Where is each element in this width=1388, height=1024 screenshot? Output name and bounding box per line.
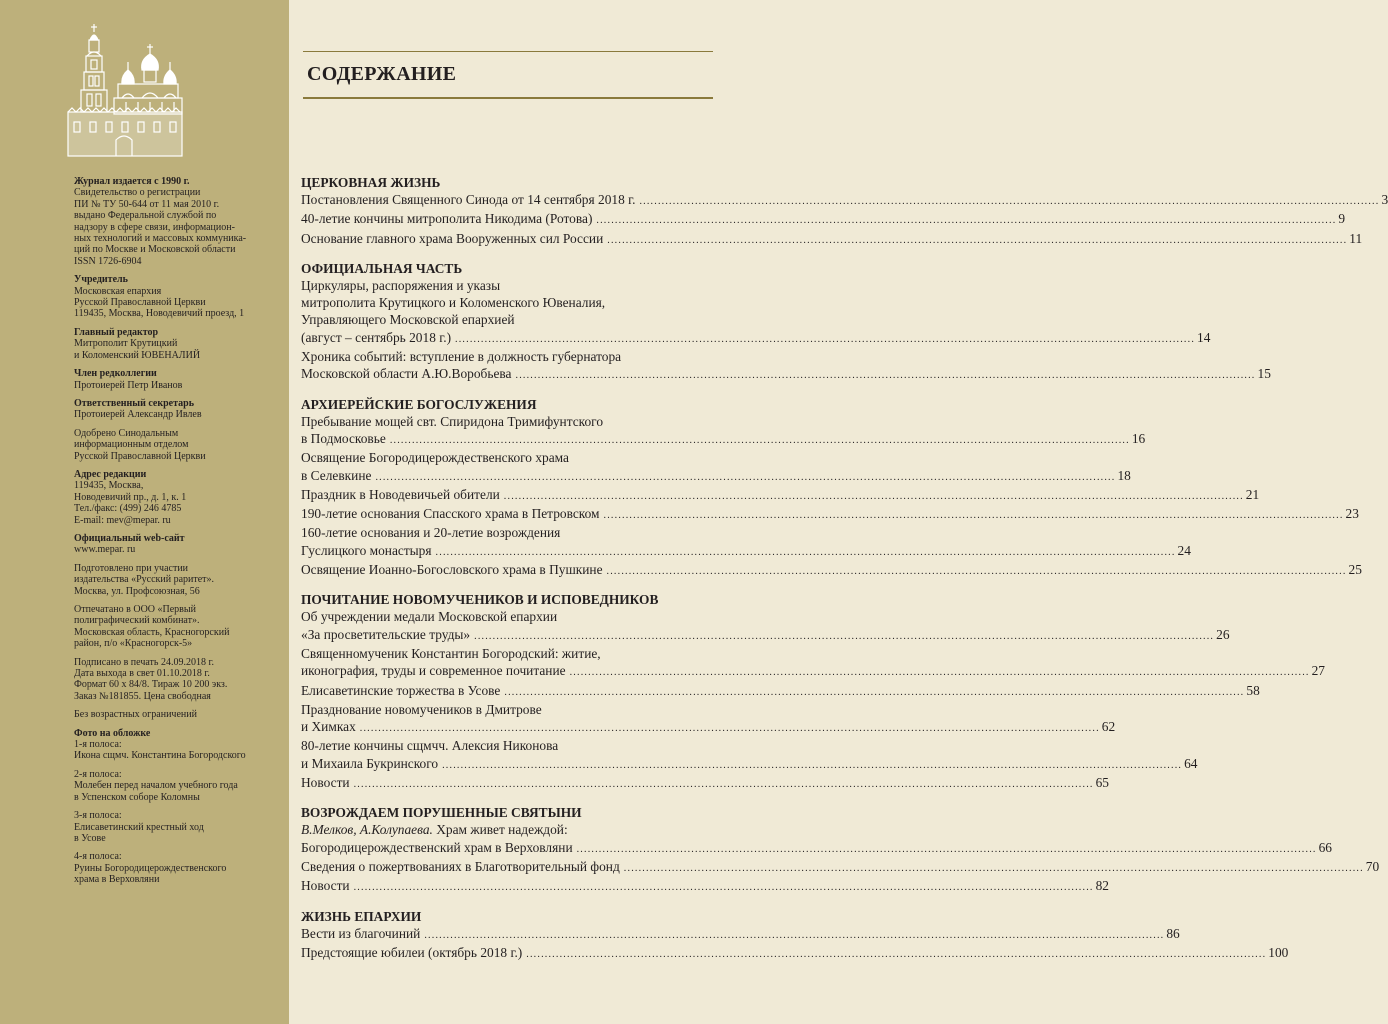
- entry-last-line: [301, 839, 1332, 858]
- entry-last-line: [301, 925, 1180, 944]
- toc-section: [301, 396, 1362, 581]
- toc-entry[interactable]: [301, 944, 1289, 963]
- toc-entry[interactable]: [301, 877, 1109, 896]
- entry-title: и Михаила Букринского: [301, 755, 439, 771]
- table-of-contents: [301, 174, 1388, 974]
- entry-title: (август – сентябрь 2018 г.): [301, 329, 452, 345]
- entry-title: Освящение Иоанно-Богословского храма в Пушкине: [301, 562, 603, 578]
- toc-section: [301, 174, 1388, 249]
- dot-leader: ........................................................................................................................................................................................................: [389, 434, 1130, 446]
- page-number: 62: [1101, 719, 1116, 735]
- entry-title: Елисаветинские торжества в Усове: [301, 682, 501, 698]
- entry-last-line: [301, 486, 1260, 505]
- section-heading: АРХИЕРЕЙСКИЕ БОГОСЛУЖЕНИЯ: [301, 396, 537, 412]
- entry-last-line: [301, 718, 1116, 737]
- page-number: 66: [1318, 839, 1332, 855]
- entry-line: Циркуляры, распоряжения и указы: [301, 277, 501, 293]
- imprint-line: информационным отделом: [74, 439, 189, 451]
- imprint-block: [74, 398, 286, 421]
- imprint-heading: Официальный web-сайт: [74, 532, 185, 544]
- entry-last-line: [301, 365, 1271, 384]
- entry-title: Постановления Священного Синода от 14 сентября 2018 г.: [301, 192, 636, 207]
- imprint-line: Без возрастных ограничений: [74, 709, 197, 721]
- entry-last-line: [301, 682, 1260, 701]
- page-number: 64: [1184, 755, 1198, 771]
- imprint-line: 1-я полоса:: [74, 739, 122, 751]
- toc-entry[interactable]: [301, 486, 1260, 505]
- page-title: СОДЕРЖАНИЕ: [307, 63, 457, 85]
- entry-title: «За просветительские труды»: [301, 626, 471, 642]
- imprint-heading: Главный редактор: [74, 326, 159, 338]
- imprint-block: [74, 469, 286, 526]
- toc-entry[interactable]: [301, 701, 1116, 738]
- imprint-block: [74, 176, 286, 267]
- entry-last-line: [301, 755, 1198, 774]
- toc-entry[interactable]: [301, 230, 1363, 249]
- imprint-line: Москва, ул. Профсоюзная, 56: [74, 585, 200, 597]
- toc-entry[interactable]: [301, 449, 1131, 486]
- page-number: 11: [1349, 230, 1363, 246]
- entry-last-line: [301, 230, 1363, 249]
- imprint-line: ПИ № ТУ 50-644 от 11 мая 2010 г.: [74, 198, 220, 210]
- imprint-line: Свидетельство о регистрации: [74, 187, 201, 199]
- imprint-line: ций по Москве и Московской области: [74, 244, 236, 256]
- imprint-line: ных технологий и массовых коммуника-: [74, 233, 247, 245]
- entry-last-line: [301, 662, 1325, 681]
- section-heading: ВОЗРОЖДАЕМ ПОРУШЕННЫЕ СВЯТЫНИ: [301, 805, 582, 821]
- toc-section: [301, 804, 1380, 896]
- page-number: 21: [1245, 486, 1260, 502]
- page-number: 26: [1216, 626, 1230, 642]
- entry-authors: В.Мелков, А.Колупаева.: [301, 822, 433, 838]
- entry-last-line: [301, 191, 1388, 210]
- section-heading: ПОЧИТАНИЕ НОВОМУЧЕНИКОВ И ИСПОВЕДНИКОВ: [301, 592, 659, 608]
- imprint-line: Подготовлено при участии: [74, 562, 189, 574]
- imprint-block: [74, 327, 286, 361]
- imprint-block: [74, 728, 286, 762]
- imprint-line: Протоиерей Александр Ивлев: [74, 409, 202, 421]
- imprint-line: Формат 60 х 84/8. Тираж 10 200 экз.: [74, 679, 228, 691]
- dot-leader: ........................................................................................................................................................................................................: [474, 630, 1215, 642]
- imprint-line: Русской Православной Церкви: [74, 450, 206, 462]
- imprint-line: и Коломенский ЮВЕНАЛИЙ: [74, 349, 201, 361]
- entry-last-line: [301, 877, 1109, 896]
- entry-title: Сведения о пожертвованиях в Благотворительный фонд: [301, 858, 620, 874]
- entry-line: Пребывание мощей свт. Спиридона Тримифунтского: [301, 413, 604, 429]
- imprint-line: храма в Верховляни: [74, 874, 160, 886]
- imprint-line: Московская епархия: [74, 285, 162, 297]
- toc-entry[interactable]: [301, 561, 1362, 580]
- title-rule: [303, 97, 713, 99]
- entry-title: Новости: [301, 775, 350, 791]
- entry-line: 160-летие основания и 20-летие возрождения: [301, 525, 561, 541]
- imprint-line: Руины Богородицерождественского: [74, 862, 227, 874]
- imprint-line: Заказ №181855. Цена свободная: [74, 690, 211, 702]
- entry-line: [301, 821, 715, 838]
- entry-last-line: [301, 329, 1211, 348]
- imprint-line: в Усове: [74, 832, 106, 844]
- toc-entry[interactable]: [301, 608, 1230, 645]
- toc-entry[interactable]: [301, 348, 1271, 385]
- top-rule: [303, 51, 713, 52]
- imprint-line: ISSN 1726-6904: [74, 255, 142, 267]
- dot-leader: ........................................................................................................................................................................................................: [603, 510, 1344, 522]
- entry-title: Московской области А.Ю.Воробьева: [301, 366, 512, 382]
- entry-line: Управляющего Московской епархией: [301, 312, 515, 328]
- page-number: 18: [1117, 467, 1131, 483]
- imprint-block: [74, 657, 286, 703]
- entry-title: и Химках: [301, 719, 356, 735]
- dot-leader: ........................................................................................................................................................................................................: [424, 929, 1165, 941]
- toc-entry[interactable]: [301, 505, 1359, 524]
- imprint-heading: Журнал издается с 1990 г.: [74, 176, 190, 187]
- imprint: [74, 176, 286, 893]
- imprint-line: Митрополит Крутицкий: [74, 338, 178, 350]
- imprint-line: 2-я полоса:: [74, 768, 122, 780]
- imprint-block: [74, 851, 286, 885]
- dot-leader: ........................................................................................................................................................................................................: [435, 546, 1176, 558]
- entry-title: Гуслицкого монастыря: [301, 542, 432, 558]
- entry-title: иконография, труды и современное почитание: [301, 663, 566, 679]
- imprint-line: издательства «Русский раритет».: [74, 574, 215, 586]
- toc-entry[interactable]: [301, 821, 1332, 858]
- entry-line: Празднование новомучеников в Дмитрове: [301, 701, 542, 717]
- entry-title: 40-летие кончины митрополита Никодима (Ротова): [301, 211, 593, 227]
- dot-leader: ........................................................................................................................................................................................................: [576, 843, 1317, 855]
- toc-entry[interactable]: [301, 413, 1146, 450]
- monastery-logo-icon: [66, 22, 182, 162]
- imprint-line: район, п/о «Красногорск-5»: [74, 638, 193, 650]
- entry-title: Богородицерождественский храм в Верховляни: [301, 839, 573, 855]
- imprint-line: Русской Православной Церкви: [74, 297, 206, 309]
- entry-last-line: [301, 561, 1362, 580]
- page-number: 100: [1268, 944, 1289, 960]
- toc-entry[interactable]: [301, 925, 1180, 944]
- entry-title: Вести из благочиний: [301, 925, 421, 941]
- imprint-line: Дата выхода в свет 01.10.2018 г.: [74, 668, 210, 680]
- imprint-line: Протоиерей Петр Иванов: [74, 379, 183, 391]
- imprint-line: Новодевичий пр., д. 1, к. 1: [74, 491, 187, 503]
- toc-section: [301, 908, 1289, 964]
- imprint-heading: Ответственный секретарь: [74, 397, 194, 409]
- imprint-line: 119435, Москва, Новодевичий проезд, 1: [74, 308, 245, 320]
- toc-entry[interactable]: [301, 210, 1346, 229]
- dot-leader: ........................................................................................................................................................................................................: [607, 234, 1348, 246]
- imprint-block: [74, 709, 286, 720]
- imprint-heading: Член редколлегии: [74, 368, 157, 380]
- page-number: 9: [1338, 211, 1346, 227]
- entry-last-line: [301, 944, 1289, 963]
- toc-entry[interactable]: [301, 645, 1325, 682]
- page-number: 65: [1095, 775, 1109, 791]
- imprint-line: 4-я полоса:: [74, 851, 122, 863]
- dot-leader: ........................................................................................................................................................................................................: [503, 490, 1244, 502]
- dot-leader: ........................................................................................................................................................................................................: [353, 779, 1094, 791]
- imprint-line: полиграфический комбинат».: [74, 615, 200, 627]
- entry-line: митрополита Крутицкого и Коломенского Ювеналия,: [301, 295, 606, 311]
- page-number: 25: [1348, 562, 1362, 578]
- entry-last-line: [301, 626, 1230, 645]
- dot-leader: ........................................................................................................................................................................................................: [375, 471, 1116, 483]
- section-heading: ОФИЦИАЛЬНАЯ ЧАСТЬ: [301, 260, 463, 276]
- dot-leader: ........................................................................................................................................................................................................: [596, 215, 1337, 227]
- imprint-line: надзору в сфере связи, информацион-: [74, 221, 235, 233]
- imprint-line: Московская область, Красногорский: [74, 626, 230, 638]
- entry-title: Предстоящие юбилеи (октябрь 2018 г.): [301, 944, 523, 960]
- entry-title-part: Храм живет надеждой:: [432, 822, 568, 838]
- sidebar: [0, 0, 289, 1024]
- toc-entry[interactable]: [301, 774, 1109, 793]
- toc-section: [301, 260, 1271, 385]
- entry-title: Основание главного храма Вооруженных сил России: [301, 230, 604, 246]
- page-number: 82: [1095, 878, 1109, 894]
- imprint-line: Елисаветинский крестный ход: [74, 821, 204, 833]
- entry-title: Новости: [301, 878, 350, 894]
- page-number: 24: [1177, 542, 1191, 558]
- page-number: 86: [1166, 925, 1180, 941]
- imprint-heading: Учредитель: [74, 274, 128, 286]
- imprint-line: Молебен перед началом учебного года: [74, 780, 238, 792]
- page-number: 27: [1311, 663, 1325, 679]
- imprint-line: Отпечатано в ООО «Первый: [74, 604, 196, 615]
- toc-entry[interactable]: [301, 858, 1380, 877]
- contents-page: [289, 0, 1388, 1024]
- page-number: 16: [1131, 430, 1146, 446]
- dot-leader: ........................................................................................................................................................................................................: [353, 882, 1094, 894]
- toc-entry[interactable]: [301, 737, 1198, 774]
- entry-title: в Подмосковье: [301, 430, 386, 446]
- entry-last-line: [301, 430, 1146, 449]
- entry-title: 190-летие основания Спасского храма в Петровском: [301, 506, 600, 522]
- entry-last-line: [301, 542, 1191, 561]
- page-number: 23: [1345, 506, 1359, 522]
- imprint-block: [74, 428, 286, 462]
- section-heading: ЦЕРКОВНАЯ ЖИЗНЬ: [301, 175, 441, 190]
- page-number: 14: [1197, 329, 1211, 345]
- dot-leader: ........................................................................................................................................................................................................: [606, 566, 1347, 578]
- imprint-block: [74, 604, 286, 650]
- imprint-line: Икона сщмч. Константина Богородского: [74, 750, 246, 762]
- dot-leader: ........................................................................................................................................................................................................: [442, 759, 1183, 771]
- entry-title: Праздник в Новодевичьей обители: [301, 486, 500, 502]
- imprint-block: [74, 368, 286, 391]
- imprint-block: [74, 769, 286, 803]
- entry-last-line: [301, 774, 1109, 793]
- imprint-line: E-mail: mev@mepar. ru: [74, 514, 171, 526]
- entry-title: в Селевкине: [301, 467, 372, 483]
- imprint-line: Одобрено Синодальным: [74, 427, 179, 439]
- dot-leader: ........................................................................................................................................................................................................: [359, 723, 1100, 735]
- imprint-block: [74, 563, 286, 597]
- entry-line: 80-летие кончины сщмчч. Алексия Никонова: [301, 738, 559, 754]
- dot-leader: ........................................................................................................................................................................................................: [515, 370, 1256, 382]
- entry-last-line: [301, 858, 1380, 877]
- imprint-line: Тел./факс: (499) 246 4785: [74, 503, 182, 515]
- toc-entry[interactable]: [301, 524, 1191, 561]
- imprint-heading: Адрес редакции: [74, 468, 147, 480]
- toc-entry[interactable]: [301, 682, 1260, 701]
- imprint-heading: Фото на обложке: [74, 727, 151, 739]
- imprint-block: [74, 274, 286, 320]
- entry-line: Освящение Богородицерождественского храма: [301, 450, 570, 466]
- page-number: 3: [1381, 192, 1388, 207]
- entry-line: Священномученик Константин Богородский: житие,: [301, 645, 601, 661]
- entry-last-line: [301, 210, 1346, 229]
- imprint-line: 3-я полоса:: [74, 810, 122, 822]
- page-number: 70: [1365, 858, 1380, 874]
- imprint-block: [74, 810, 286, 844]
- toc-section: [301, 591, 1325, 793]
- entry-line: Об учреждении медали Московской епархии: [301, 609, 558, 625]
- dot-leader: ........................................................................................................................................................................................................: [569, 667, 1310, 679]
- toc-entry[interactable]: [301, 277, 1211, 348]
- imprint-line: выдано Федеральной службой по: [74, 210, 217, 222]
- entry-line: Хроника событий: вступление в должность губернатора: [301, 349, 622, 365]
- toc-entry[interactable]: [301, 191, 1388, 210]
- page-number: 15: [1257, 366, 1271, 382]
- imprint-line: в Успенском соборе Коломны: [74, 791, 200, 803]
- section-heading: ЖИЗНЬ ЕПАРХИИ: [301, 908, 422, 924]
- imprint-line: www.mepar. ru: [74, 544, 136, 556]
- imprint-line: Подписано в печать 24.09.2018 г.: [74, 656, 214, 668]
- dot-leader: ........................................................................................................................................................................................................: [455, 333, 1196, 345]
- dot-leader: ........................................................................................................................................................................................................: [623, 862, 1364, 874]
- entry-last-line: [301, 467, 1131, 486]
- dot-leader: ........................................................................................................................................................................................................: [639, 196, 1380, 207]
- imprint-line: 119435, Москва,: [74, 480, 144, 492]
- imprint-block: [74, 533, 286, 556]
- dot-leader: ........................................................................................................................................................................................................: [504, 686, 1245, 698]
- dot-leader: ........................................................................................................................................................................................................: [526, 948, 1267, 960]
- entry-last-line: [301, 505, 1359, 524]
- page-number: 58: [1246, 682, 1260, 698]
